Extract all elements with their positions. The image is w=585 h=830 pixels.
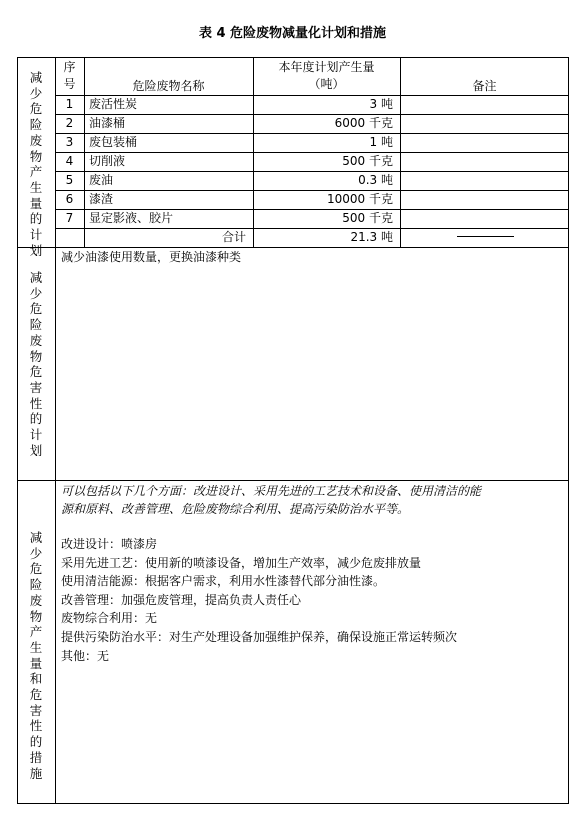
label-char: 减 [29,270,43,285]
label-char: 计 [29,227,43,243]
label-char: 少 [29,285,43,301]
label-char: 废 [29,592,43,608]
label-char: 产 [29,164,43,180]
label-char: 危 [29,364,43,380]
label-char: 量 [29,195,43,211]
label-char: 废 [29,132,43,148]
row-name: 切削液 [89,154,126,168]
label-char: 措 [29,749,43,765]
label-char: 害 [29,379,43,395]
row-seq: 6 [65,192,74,206]
row-name: 显定影液、胶片 [89,211,174,225]
measure-line: 废物综合利用：无 [61,611,158,626]
header-name: 危险废物名称 [132,79,205,93]
label-char: 减 [29,70,43,85]
label-char: 少 [29,85,43,101]
section3-intro-line1: 可以包括以下几个方面：改进设计、采用先进的工艺技术和设备、使用清洁的能 [61,484,482,498]
measure-line: 改进设计：喷漆房 [61,537,158,551]
label-char: 危 [29,687,43,703]
label-char: 划 [29,442,43,458]
label-char: 的 [29,734,43,750]
row-name: 废油 [89,173,114,187]
label-char: 性 [29,718,43,734]
label-char: 的 [29,411,43,427]
label-char: 生 [29,639,43,655]
total-label: 合计 [221,230,246,244]
row-seq: 5 [65,173,74,187]
row-amount: 10000 千克 [327,192,393,206]
label-char: 施 [29,765,43,781]
section1-label [17,70,55,258]
label-char: 量 [29,655,43,671]
measure-line: 改善管理：加强危废管理，提高负责人责任心 [61,592,302,607]
label-char: 险 [29,117,43,133]
label-char: 产 [29,624,43,640]
note-dash [457,236,514,237]
row-seq: 2 [65,116,74,130]
row-amount: 1 吨 [369,135,393,149]
row-amount: 0.3 吨 [358,173,393,187]
measure-line: 使用清洁能源：根据客户需求，利用水性漆替代部分油性漆。 [61,574,386,589]
row-name: 废包装桶 [89,135,138,149]
row-name: 油漆桶 [89,116,126,130]
section3-label [17,530,55,781]
measure-line: 提供污染防治水平：对生产处理设备加强维护保养，确保设施正常运转频次 [61,630,458,644]
label-char: 计 [29,427,43,443]
label-char: 物 [29,608,43,624]
row-amount: 500 千克 [342,154,393,168]
label-char: 生 [29,179,43,195]
label-char: 害 [29,702,43,718]
total-value: 21.3 吨 [350,230,393,244]
label-char: 险 [29,577,43,593]
label-char: 和 [29,671,43,687]
document-title: 表 4 危险废物减量化计划和措施 [198,26,387,41]
label-char: 少 [29,545,43,561]
label-char: 危 [29,301,43,317]
label-char: 减 [29,530,43,545]
section2-text: 减少油漆使用数量，更换油漆种类 [61,250,242,264]
label-char: 的 [29,211,43,227]
label-char: 物 [29,148,43,164]
header-seq: 序 号 [63,60,76,91]
row-seq: 3 [65,135,74,149]
row-amount: 3 吨 [369,97,393,111]
measure-line: 采用先进工艺：使用新的喷漆设备，增加生产效率，减少危废排放量 [61,555,422,570]
measure-line: 其他：无 [61,648,110,663]
header-note: 备注 [472,79,497,93]
label-char: 性 [29,395,43,411]
label-char: 物 [29,348,43,364]
label-char: 危 [29,561,43,577]
header-amount: 本年度计划产生量 （吨） [278,60,375,91]
row-seq: 1 [65,97,74,111]
section2-label [17,270,55,458]
label-char: 险 [29,317,43,333]
row-amount: 6000 千克 [334,116,393,130]
label-char: 危 [29,101,43,117]
row-seq: 4 [65,154,74,168]
label-char: 废 [29,332,43,348]
row-seq: 7 [65,211,74,225]
section3-intro-line2: 源和原料、改善管理、危险废物综合利用、提高污染防治水平等。 [61,502,410,516]
label-char: 划 [29,242,43,258]
section2-bottom-line [17,480,569,481]
row-amount: 500 千克 [342,211,393,225]
row-name: 漆渣 [89,192,114,206]
row-name: 废活性炭 [89,97,138,111]
